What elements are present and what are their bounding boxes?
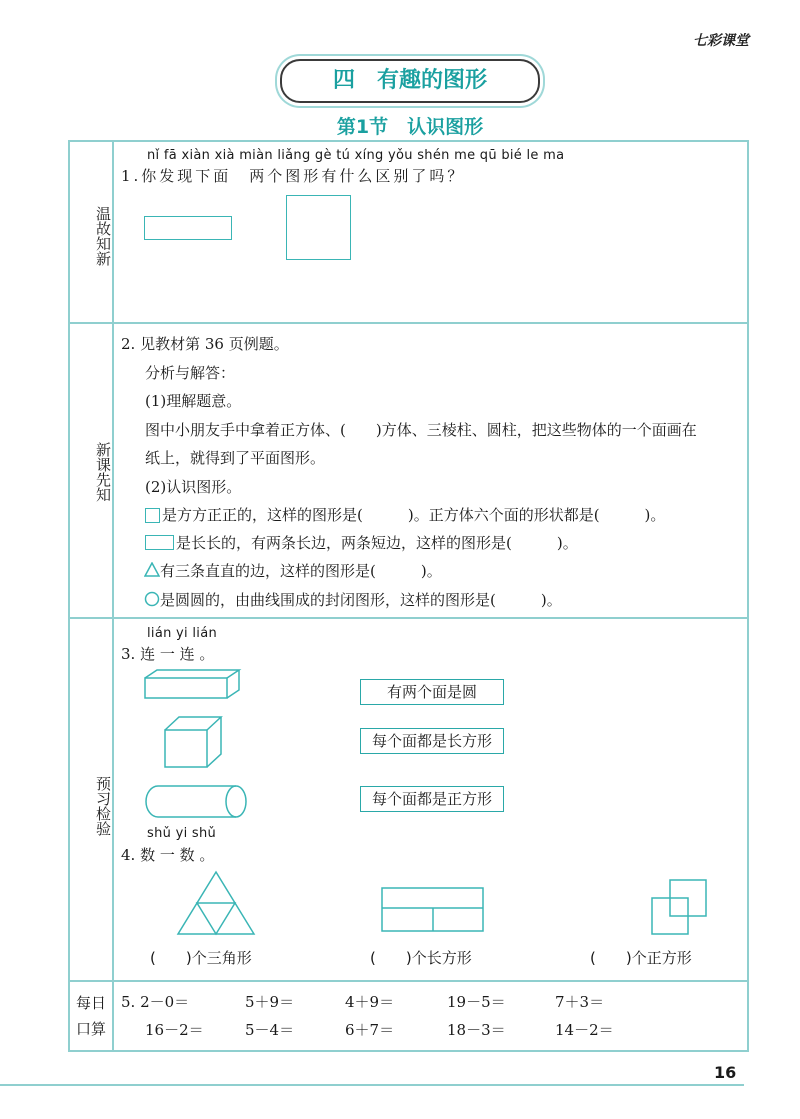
cylinder-shape	[142, 783, 250, 821]
rectangle-shape	[144, 216, 232, 240]
section-label-preview: 新课先知	[94, 442, 112, 502]
unit-title: 四 有趣的图形	[280, 59, 540, 103]
squares-figure	[650, 878, 710, 938]
q4-pinyin: shǔ yi shǔ	[147, 826, 217, 841]
calc-item: 4＋9＝	[345, 993, 395, 1011]
calc-item: 5－4＝	[245, 1021, 295, 1039]
q1-text: 1.你发现下面 两个图形有什么区别了吗？	[121, 167, 466, 185]
page-number: 16	[714, 1063, 737, 1082]
row-divider	[68, 322, 749, 324]
q2-line: 纸上，就得到了平面图形。	[145, 449, 326, 467]
small-triangle-icon	[144, 562, 160, 578]
section-label-mental: 口算	[75, 1020, 106, 1038]
answer-squares: ( )个正方形	[590, 949, 692, 967]
calc-item: 19－5＝	[447, 993, 506, 1011]
q2-line: 是方方正正的，这样的图形是( )。正方体六个面的形状都是( )。	[162, 506, 666, 524]
q2-line: 2. 见教材第 36 页例题。	[121, 335, 289, 353]
column-divider	[112, 140, 114, 1052]
cuboid-shape	[142, 668, 244, 702]
brand-logo: 七彩课堂	[693, 33, 749, 49]
section-label-daily: 每日	[75, 994, 106, 1012]
cube-shape	[162, 714, 224, 770]
match-label-rectangles: 每个面都是长方形	[360, 728, 504, 754]
row-divider	[68, 617, 749, 619]
answer-rectangles: ( )个长方形	[370, 949, 472, 967]
q4-text: 4. 数 一 数 。	[121, 846, 215, 864]
q2-line: 是圆圆的，由曲线围成的封闭图形，这样的图形是( )。	[160, 591, 562, 609]
answer-triangles: ( )个三角形	[150, 949, 252, 967]
calc-item: 16－2＝	[145, 1021, 204, 1039]
calc-item: 14－2＝	[555, 1021, 614, 1039]
row-divider	[68, 980, 749, 982]
calc-item: 6＋7＝	[345, 1021, 395, 1039]
match-label-circles: 有两个面是圆	[360, 679, 504, 705]
q1-pinyin: nǐ fā xiàn xià miàn liǎng gè tú xíng yǒu shén me qū bié le ma	[147, 148, 565, 163]
square-shape	[286, 195, 351, 260]
footer-rule	[0, 1084, 744, 1086]
section-title: 第1节 认识图形	[336, 116, 484, 138]
q2-line: 图中小朋友手中拿着正方体、( )方体、三棱柱、圆柱，把这些物体的一个面画在	[145, 421, 697, 439]
q2-line: (1)理解题意。	[145, 392, 242, 410]
q2-line: 是长长的，有两条长边，两条短边，这样的图形是( )。	[176, 534, 578, 552]
section-label-check: 预习检验	[94, 776, 112, 836]
calc-item: 18－3＝	[447, 1021, 506, 1039]
q2-line: 分析与解答：	[145, 364, 236, 382]
calc-item: 7＋3＝	[555, 993, 605, 1011]
calc-item: 5＋9＝	[245, 993, 295, 1011]
q3-text: 3. 连 一 连 。	[121, 645, 215, 663]
match-label-squares: 每个面都是正方形	[360, 786, 504, 812]
calc-item: 5. 2－0＝	[121, 993, 190, 1011]
triangle-figure	[176, 870, 256, 936]
rectangles-figure	[380, 886, 486, 934]
q3-pinyin: lián yi lián	[147, 626, 218, 641]
section-label-review: 温故知新	[94, 206, 112, 266]
small-circle-icon	[144, 591, 160, 607]
q2-line: (2)认识图形。	[145, 478, 242, 496]
q2-line: 有三条直直的边，这样的图形是( )。	[160, 562, 442, 580]
small-square-icon	[145, 508, 160, 523]
small-rectangle-icon	[145, 535, 174, 550]
